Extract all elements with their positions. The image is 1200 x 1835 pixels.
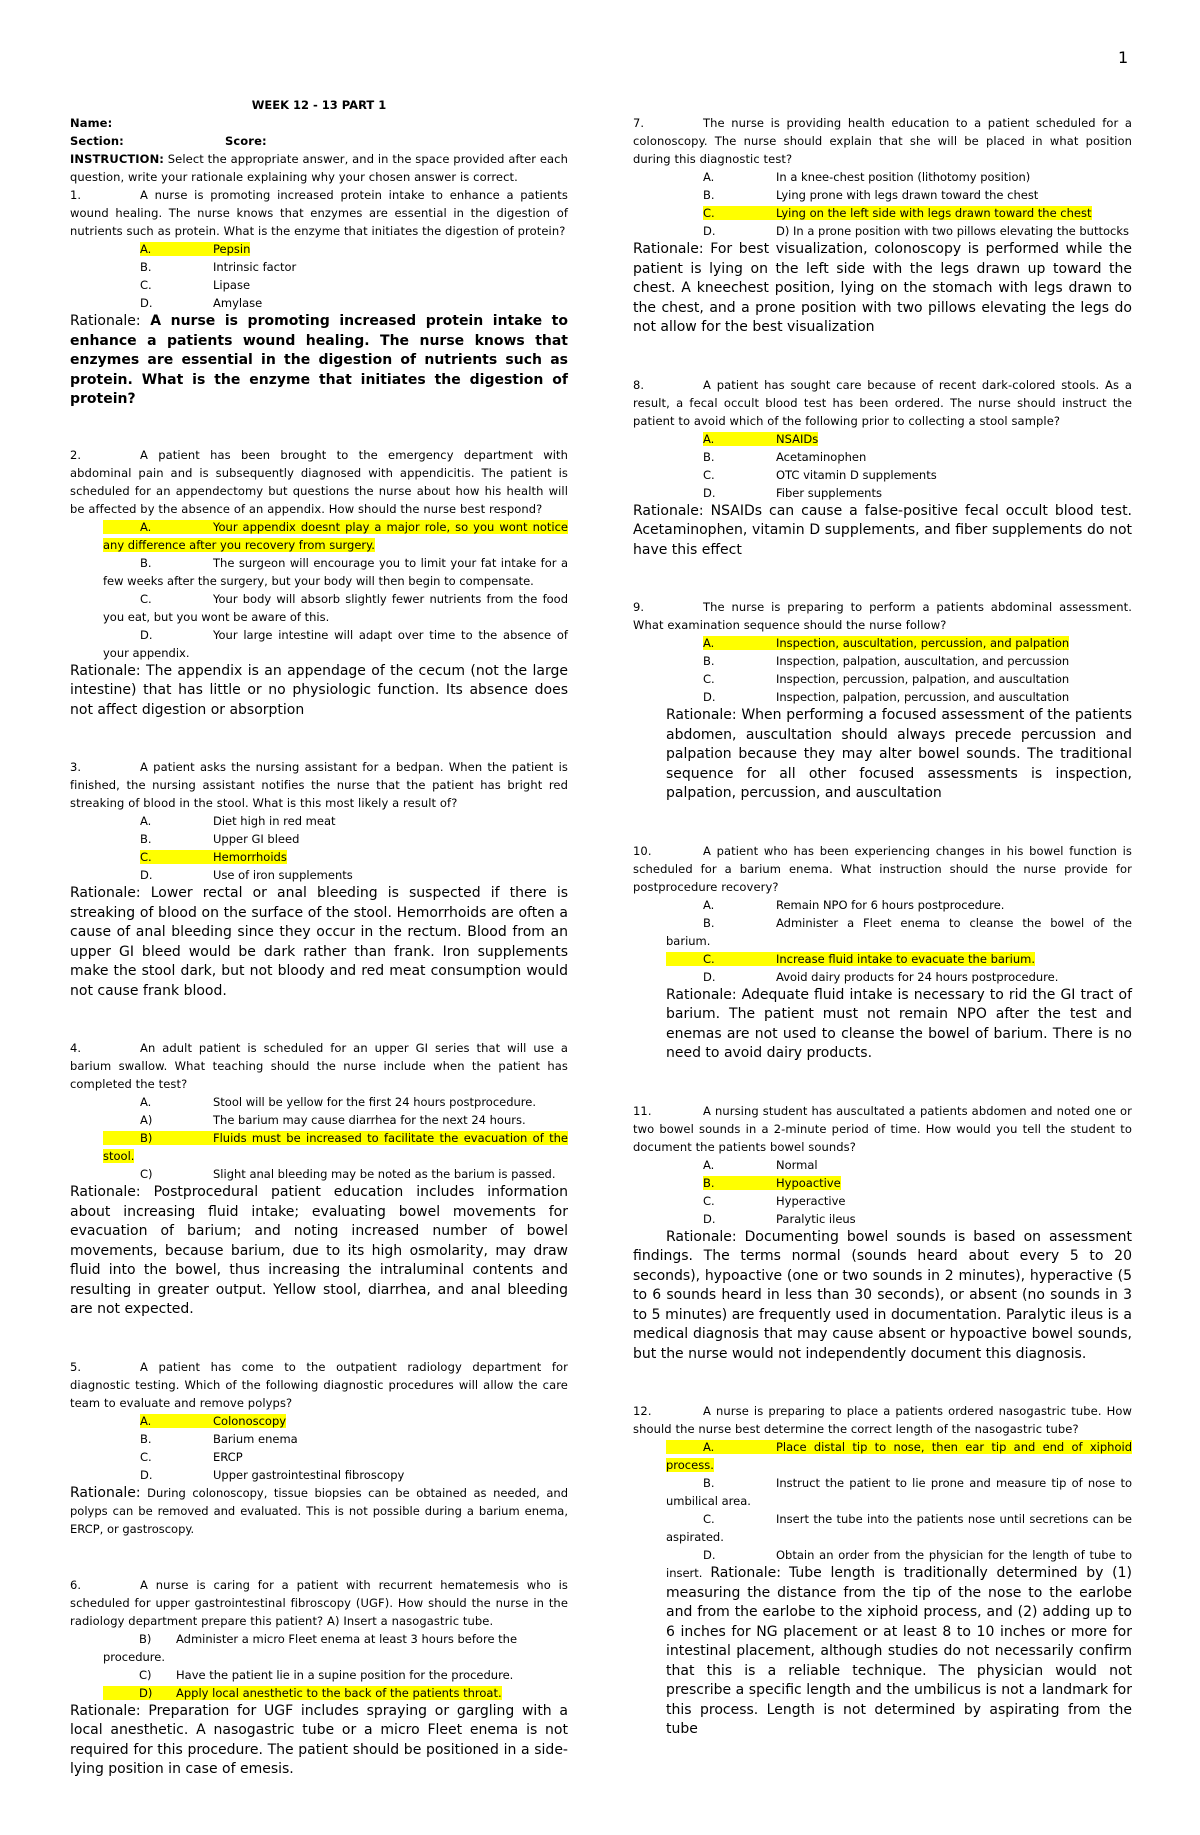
option-text: Intrinsic factor: [213, 260, 297, 274]
rationale: [633, 986, 1132, 1064]
option-d[interactable]: [70, 1165, 568, 1183]
option-text: Stool will be yellow for the first 24 hours postprocedure.: [213, 1095, 537, 1109]
question-2: [70, 446, 568, 721]
option-letter: A.: [703, 636, 715, 650]
left-column: [70, 96, 568, 1780]
option-d[interactable]: [633, 1210, 1132, 1228]
question-6: [70, 1576, 568, 1780]
rationale-text: Postprocedural patient education includes information about increasing fluid intake; evaluating bowel movements for evacuation of barium; and noting increased number of bowel movements, because barium, due to its high osmolarity, may draw fluid into the bowel, thus increasing the intraluminal contents and resulting in greater output. Yellow stool, diarrhea, and anal bleeding are not expected.: [70, 1184, 568, 1317]
option-text: Upper GI bleed: [213, 832, 300, 846]
rationale: [633, 502, 1132, 561]
option-a[interactable]: [70, 1093, 568, 1111]
option-text: Pepsin: [213, 242, 251, 256]
question-stem: A nurse is preparing to place a patients ordered nasogastric tube. How should the nurse best determine the correct length of the nasogastric tube?: [633, 1404, 1132, 1436]
option-letter: D.: [703, 1548, 716, 1562]
option-b[interactable]: [70, 258, 568, 276]
option-letter: A.: [703, 170, 715, 184]
option-text: Obtain an order from the physician for the length of tube to insert.: [666, 1548, 1132, 1580]
option-c[interactable]: [70, 1666, 568, 1684]
option-c[interactable]: [70, 1129, 568, 1165]
option-a[interactable]: [633, 1156, 1132, 1174]
option-letter: B): [140, 1131, 153, 1145]
option-a[interactable]: [70, 1412, 568, 1430]
option-text: Barium enema: [213, 1431, 298, 1446]
option-text: Lying prone with legs drawn toward the chest: [776, 188, 1039, 202]
rationale-text: Lower rectal or anal bleeding is suspected if there is streaking of blood on the surface of the stool. Hemorrhoids are often a cause of anal bleeding since they occur in the rectum. Blood from an upper GI bleed would be dark rather than frank. Iron supplements make the stool dark, but not bloody and red meat consumption would not cause frank blood.: [70, 885, 568, 999]
option-d[interactable]: [633, 484, 1132, 502]
option-text: Have the patient lie in a supine position for the procedure.: [176, 1667, 514, 1682]
option-letter: C.: [140, 1449, 152, 1464]
option-b[interactable]: [633, 1474, 1132, 1510]
option-letter: B.: [703, 449, 715, 464]
option-d[interactable]: [70, 294, 568, 312]
option-letter: C): [140, 1167, 153, 1181]
option-text: Lying on the left side with legs drawn toward the chest: [776, 206, 1092, 220]
option-c[interactable]: [633, 670, 1132, 688]
option-b[interactable]: [633, 186, 1132, 204]
option-letter: C.: [703, 1193, 715, 1208]
question-number: 1.: [70, 188, 82, 202]
option-letter: A.: [140, 1095, 152, 1109]
option-letter: D.: [703, 485, 716, 500]
option-a[interactable]: [633, 430, 1132, 448]
rationale: [70, 1183, 568, 1320]
option-letter: B.: [703, 654, 715, 668]
option-text: Paralytic ileus: [776, 1211, 856, 1226]
option-letter: A.: [703, 1440, 715, 1454]
option-b[interactable]: [70, 1430, 568, 1448]
question-stem: A nurse is caring for a patient with recurrent hematemesis who is scheduled for upper gastrointestinal fibroscopy (UGF). How should the nurse in the radiology department prepare this patient? A) Insert a nasogastric tube.: [70, 1577, 568, 1628]
option-text: The barium may cause diarrhea for the next 24 hours.: [213, 1113, 526, 1127]
rationale-label: Rationale:: [70, 885, 141, 901]
option-text: Acetaminophen: [776, 449, 867, 464]
option-c[interactable]: [70, 1448, 568, 1466]
option-text: Inspection, auscultation, percussion, and palpation: [776, 636, 1070, 650]
question-7: [633, 114, 1132, 338]
rationale: [633, 1228, 1132, 1365]
option-letter: B.: [140, 1431, 152, 1446]
rationale-label: Rationale:: [70, 662, 141, 679]
question-stem: A nurse is promoting increased protein intake to enhance a patients wound healing. The nurse knows that enzymes are essential in the digestion of nutrients such as protein. What is the enzyme that initiates the digestion of protein?: [70, 188, 568, 238]
option-c[interactable]: [633, 1192, 1132, 1210]
option-b[interactable]: [70, 1630, 568, 1666]
option-letter: A.: [703, 897, 715, 912]
page-number: 1: [1118, 48, 1129, 67]
rationale: [633, 706, 1132, 804]
option-text: Diet high in red meat: [213, 814, 336, 828]
option-text: In a knee-chest position (lithotomy position): [776, 170, 1031, 184]
option-c[interactable]: [70, 276, 568, 294]
rationale-label: Rationale:: [70, 1484, 141, 1501]
option-letter: C.: [140, 850, 152, 864]
option-letter: B.: [703, 1476, 715, 1490]
rationale-text: When performing a focused assessment of the patients abdomen, auscultation should always precede percussion and palpation because they may alter bowel sounds. The traditional sequence for all other focused assessments is inspection, palpation, percussion, and auscultation: [666, 707, 1132, 801]
option-text: Your large intestine will adapt over time to the absence of your appendix.: [103, 627, 568, 660]
option-d[interactable]: [70, 626, 568, 662]
question-stem: The nurse is providing health education to a patient scheduled for a colonoscopy. The nurse should explain that she will be placed in what position during this diagnostic test?: [633, 116, 1132, 166]
option-text: Upper gastrointestinal fibroscopy: [213, 1467, 405, 1482]
option-letter: C): [139, 1667, 152, 1682]
question-9: [633, 598, 1132, 804]
option-letter: C.: [140, 278, 152, 292]
option-c[interactable]: [633, 466, 1132, 484]
option-c[interactable]: [633, 1510, 1132, 1546]
question-stem: A patient has been brought to the emergency department with abdominal pain and is subsequently diagnosed with appendicitis. The patient is scheduled for an appendectomy but questions the nurse about how his health will be affected by the absence of an appendix. How should the nurse best respond?: [70, 447, 568, 516]
rationale-text: Adequate fluid intake is necessary to rid the GI tract of barium. The patient must not remain NPO after the test and enemas are not used to cleanse the bowel of barium. There is no need to avoid dairy products.: [666, 986, 1132, 1061]
section-score-row: [70, 132, 568, 150]
option-text: Normal: [776, 1157, 818, 1172]
question-stem: A nursing student has auscultated a patients abdomen and noted one or two bowel sounds in a 2-minute period of time. How would you tell the student to document the patients bowel sounds?: [633, 1103, 1132, 1154]
question-number: 11.: [633, 1103, 652, 1118]
option-text: The surgeon will encourage you to limit your fat intake for a few weeks after the surgery, but your body will then begin to compensate.: [103, 555, 568, 588]
question-number: 7.: [633, 116, 645, 130]
question-3: [70, 758, 568, 1001]
option-text: Use of iron supplements: [213, 868, 353, 882]
option-text: Inspection, palpation, auscultation, and percussion: [776, 654, 1070, 668]
option-text: Your body will absorb slightly fewer nutrients from the food you eat, but you wont be aware of this.: [103, 591, 568, 624]
option-letter: C.: [703, 206, 715, 220]
question-1: [70, 186, 568, 410]
option-text: OTC vitamin D supplements: [776, 467, 937, 482]
option-letter: D.: [140, 627, 153, 642]
question-4: [70, 1039, 568, 1320]
option-a[interactable]: [70, 812, 568, 830]
option-text: Fiber supplements: [776, 485, 882, 500]
option-text: Place distal tip to nose, then ear tip and end of xiphoid process.: [666, 1440, 1132, 1472]
question-stem: An adult patient is scheduled for an upper GI series that will use a barium swallow. What teaching should the nurse include when the patient has completed the test?: [70, 1041, 568, 1091]
page-title: WEEK 12 - 13 PART 1: [251, 98, 387, 112]
option-letter: C.: [703, 467, 715, 482]
rationale-text: For best visualization, colonoscopy is performed while the patient is lying on the left side with the legs drawn up toward the chest. A kneechest position, lying on the stomach with legs drawn to the chest, and a prone position with two pillows elevating the legs do not allow for the best visualization: [633, 241, 1132, 335]
rationale-label: Rationale:: [666, 707, 737, 723]
option-text: Apply local anesthetic to the back of the patients throat.: [176, 1685, 502, 1700]
question-number: 4.: [70, 1041, 82, 1055]
question-number: 5.: [70, 1359, 82, 1374]
option-letter: A.: [140, 519, 152, 534]
option-letter: D.: [140, 1467, 153, 1482]
rationale-text: During colonoscopy, tissue biopsies can be obtained as needed, and polyps can be removed and evaluated. This is not possible during a barium enema, ERCP, or gastroscopy.: [70, 1485, 569, 1536]
option-letter: B.: [140, 832, 152, 846]
option-d[interactable]: [633, 688, 1132, 706]
name-label: Name:: [70, 116, 113, 130]
section-label: Section:: [70, 134, 124, 148]
right-column: [633, 114, 1132, 1740]
option-a[interactable]: [633, 634, 1132, 652]
rationale-text: NSAIDs can cause a false-positive fecal occult blood test. Acetaminophen, vitamin D supplements, and fiber supplements do not have this effect: [633, 502, 1133, 558]
option-letter: B.: [140, 555, 152, 570]
option-b[interactable]: [70, 1111, 568, 1129]
option-letter: B.: [140, 260, 152, 274]
option-d[interactable]: [70, 866, 568, 884]
option-b[interactable]: [70, 830, 568, 848]
rationale-text: Tube length is traditionally determined by (1) measuring the distance from the tip of the nose to the earlobe and from the earlobe to the xiphoid process, and (2) adding up to 6 inches for NG placement or at least 8 to 10 inches or more for intestinal placement, although studies do not necessarily confirm that this is a reliable technique. The physician would not prescribe a specific length and the umbilicus is not a landmark for this process. Length is not determined by aspirating from the tube: [666, 1565, 1133, 1737]
option-letter: A): [140, 1113, 153, 1127]
rationale-label: Rationale:: [70, 1184, 141, 1200]
option-letter: D.: [703, 1211, 716, 1226]
rationale-label: Rationale:: [633, 241, 704, 257]
rationale-label: Rationale:: [666, 1228, 737, 1245]
instruction-text: Select the appropriate answer, and in the space provided after each question, write your rationale explaining why your chosen answer is correct.: [70, 152, 568, 184]
option-a[interactable]: [633, 168, 1132, 186]
question-stem: A patient who has been experiencing changes in his bowel function is scheduled for a barium enema. What instruction should the nurse provide for postprocedure recovery?: [633, 843, 1132, 894]
option-letter: A.: [140, 814, 152, 828]
option-d[interactable]: [70, 1684, 568, 1702]
option-letter: D.: [140, 296, 153, 310]
rationale: [70, 1484, 568, 1538]
option-text: Administer a micro Fleet enema at least 3 hours before the procedure.: [103, 1631, 518, 1664]
option-letter: C.: [703, 1512, 715, 1526]
option-letter: B.: [703, 1175, 715, 1190]
option-text: Instruct the patient to lie prone and measure tip of nose to umbilical area.: [666, 1476, 1132, 1508]
option-c[interactable]: [633, 204, 1132, 222]
rationale: [70, 1702, 568, 1780]
rationale-label: Rationale:: [710, 1565, 782, 1581]
option-text: Inspection, percussion, palpation, and auscultation: [776, 672, 1070, 686]
option-text: Your appendix doesnt play a major role, so you wont notice any difference after you recovery from surgery.: [103, 519, 568, 552]
option-letter: A.: [703, 1157, 715, 1172]
option-text: Remain NPO for 6 hours postprocedure.: [776, 897, 1005, 912]
option-text: Hypoactive: [776, 1175, 841, 1190]
option-a[interactable]: [70, 240, 568, 258]
option-text: Fluids must be increased to facilitate the evacuation of the stool.: [103, 1131, 568, 1163]
option-letter: A.: [703, 431, 715, 446]
option-text: Insert the tube into the patients nose until secretions can be aspirated.: [666, 1512, 1132, 1544]
question-5: [70, 1358, 568, 1538]
option-d[interactable]: [633, 1546, 1132, 1740]
question-number: 6.: [70, 1577, 82, 1592]
option-text: D) In a prone position with two pillows elevating the buttocks: [776, 224, 1129, 238]
instruction-label: INSTRUCTION:: [70, 152, 164, 166]
rationale-label: Rationale:: [70, 313, 141, 329]
option-a[interactable]: [70, 518, 568, 554]
question-stem: The nurse is preparing to perform a patients abdominal assessment. What examination sequence should the nurse follow?: [633, 600, 1132, 632]
rationale-text: Preparation for UGF includes spraying or gargling with a local anesthetic. A nasogastric tube or a micro Fleet enema is not required for this procedure. The patient should be positioned in a side-lying position in case of emesis.: [70, 1702, 568, 1777]
option-c[interactable]: [70, 590, 568, 626]
rationale: [70, 312, 568, 410]
option-b[interactable]: [633, 448, 1132, 466]
question-number: 10.: [633, 843, 652, 858]
rationale-text: The appendix is an appendage of the cecum (not the large intestine) that has little or no physiologic function. Its absence does not affect digestion or absorption: [70, 662, 569, 718]
option-b[interactable]: [70, 554, 568, 590]
option-letter: D): [139, 1685, 153, 1700]
question-10: [633, 842, 1132, 1064]
question-number: 3.: [70, 760, 82, 774]
question-stem: A patient has sought care because of recent dark-colored stools. As a result, a fecal occult blood test has been ordered. The nurse should instruct the patient to avoid which of the following prior to collecting a stool sample?: [633, 377, 1132, 428]
question-number: 2.: [70, 447, 82, 462]
question-number: 9.: [633, 600, 645, 614]
option-letter: D.: [703, 969, 716, 984]
question-number: 8.: [633, 377, 645, 392]
option-text: Increase fluid intake to evacuate the barium.: [776, 951, 1035, 966]
option-letter: B): [139, 1631, 152, 1646]
option-letter: C.: [140, 591, 152, 606]
option-letter: C.: [703, 951, 715, 966]
option-c[interactable]: [70, 848, 568, 866]
rationale-text: Documenting bowel sounds is based on assessment findings. The terms normal (sounds heard about every 5 to 20 seconds), hypoactive (one or two sounds in 2 minutes), hyperactive (5 to 6 sounds heard in less than 30 seconds), or absent (no sounds in 3 to 5 minutes) are frequently used in documentation. Paralytic ileus is a medical diagnosis that may cause absent or hypoactive bowel sounds, but the nurse would not independently document this diagnosis.: [633, 1228, 1133, 1362]
option-letter: D.: [140, 868, 153, 882]
option-letter: A.: [140, 1413, 152, 1428]
option-text: Hyperactive: [776, 1193, 846, 1208]
option-text: Colonoscopy: [213, 1413, 287, 1428]
instruction: [70, 150, 568, 186]
rationale-text: A nurse is promoting increased protein intake to enhance a patients wound healing. The nurse knows that enzymes are essential in the digestion of nutrients such as protein. What is the enzyme that initiates the digestion of protein?: [70, 313, 568, 407]
option-text: ERCP: [213, 1449, 243, 1464]
option-text: Lipase: [213, 278, 251, 292]
rationale-label: Rationale:: [70, 1702, 141, 1719]
question-11: [633, 1102, 1132, 1365]
option-letter: A.: [140, 242, 152, 256]
question-12: [633, 1402, 1132, 1740]
option-d[interactable]: [633, 222, 1132, 240]
option-letter: C.: [703, 672, 715, 686]
option-text: Amylase: [213, 296, 263, 310]
option-a[interactable]: [633, 896, 1132, 914]
option-b[interactable]: [633, 652, 1132, 670]
option-text: Administer a Fleet enema to cleanse the bowel of the barium.: [666, 915, 1132, 948]
rationale-label: Rationale:: [666, 986, 737, 1003]
option-text: Hemorrhoids: [213, 850, 287, 864]
question-stem: A patient has come to the outpatient radiology department for diagnostic testing. Which of the following diagnostic procedures will allow the care team to evaluate and remove polyps?: [70, 1359, 568, 1410]
option-b[interactable]: [633, 914, 1132, 950]
option-d[interactable]: [633, 968, 1132, 986]
option-text: NSAIDs: [776, 431, 819, 446]
option-c[interactable]: [633, 950, 1132, 968]
question-stem: A patient asks the nursing assistant for a bedpan. When the patient is finished, the nursing assistant notifies the nurse that the patient has bright red streaking of blood in the stool. What is this most likely a result of?: [70, 760, 568, 810]
rationale: [70, 884, 568, 1001]
option-letter: D.: [703, 690, 716, 704]
question-number: 12.: [633, 1404, 652, 1418]
rationale: [70, 662, 568, 721]
option-d[interactable]: [70, 1466, 568, 1484]
question-8: [633, 376, 1132, 561]
option-letter: D.: [703, 224, 716, 238]
option-letter: B.: [703, 915, 715, 930]
rationale: [633, 240, 1132, 338]
option-text: Slight anal bleeding may be noted as the barium is passed.: [213, 1167, 556, 1181]
option-text: Inspection, palpation, percussion, and auscultation: [776, 690, 1070, 704]
rationale-label: Rationale:: [633, 502, 704, 519]
option-b[interactable]: [633, 1174, 1132, 1192]
option-a[interactable]: [633, 1438, 1132, 1474]
option-letter: B.: [703, 188, 715, 202]
option-text: Avoid dairy products for 24 hours postprocedure.: [776, 969, 1059, 984]
score-label: Score:: [225, 134, 267, 148]
